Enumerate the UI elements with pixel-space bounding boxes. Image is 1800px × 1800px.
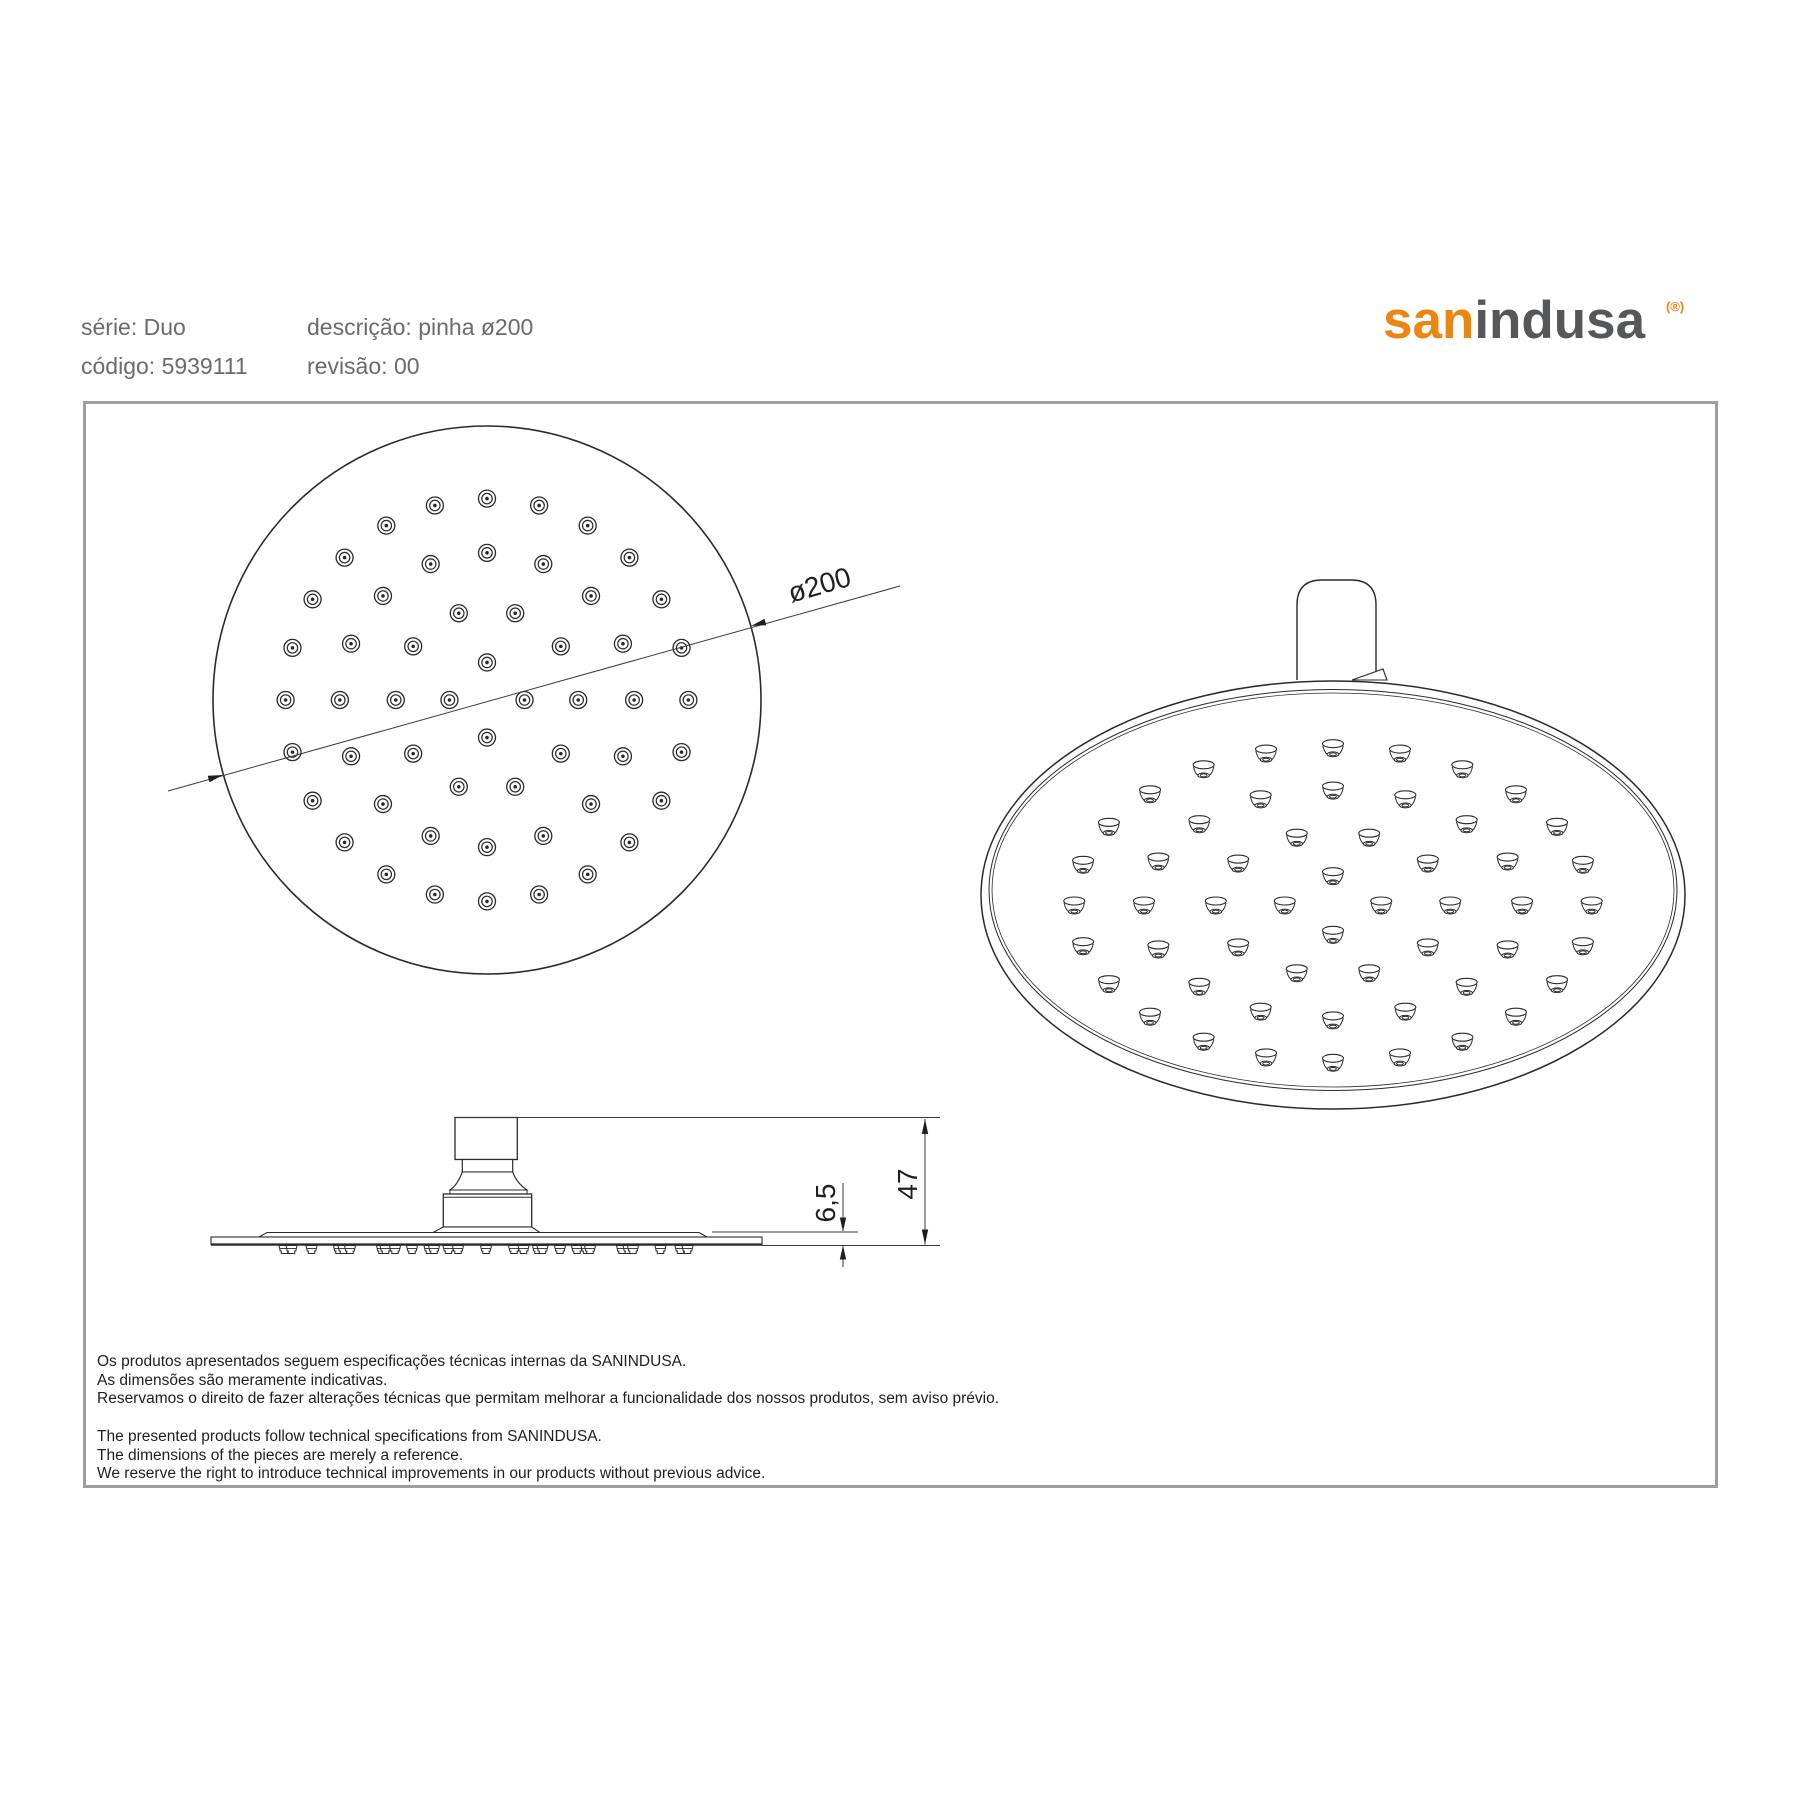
- nozzle-dot: [336, 549, 353, 566]
- diameter-dimension-line: [168, 586, 900, 791]
- thickness-dimension: [712, 1183, 858, 1267]
- nozzle-cup-rim: [1256, 1049, 1277, 1057]
- head-top-disc: [259, 1233, 707, 1238]
- nozzle-cup-rim: [1395, 791, 1416, 799]
- nozzle-center: [513, 785, 517, 789]
- nozzle-center: [523, 698, 527, 702]
- nozzle-cup-rim: [1323, 782, 1344, 790]
- nozzle-cup: [1256, 745, 1277, 762]
- nozzle-center: [394, 698, 398, 702]
- nozzle-dot: [378, 517, 395, 534]
- nozzle-cup-rim: [1497, 853, 1518, 861]
- nozzle-cup: [1205, 897, 1226, 914]
- nozzle-cup-rim: [1073, 856, 1094, 864]
- nozzle-cup-rim: [1371, 897, 1392, 905]
- nozzle-dot: [336, 834, 353, 851]
- nozzle-cup: [1323, 782, 1344, 799]
- nozzle-bump: [390, 1246, 401, 1254]
- nozzle-cup: [1389, 745, 1410, 762]
- nozzle-cup: [1193, 1033, 1214, 1050]
- connector-top-block: [455, 1118, 517, 1160]
- nozzle-cup-rim: [1193, 1033, 1214, 1041]
- nozzle-cup-rim: [1572, 856, 1593, 864]
- connector-flare: [433, 1227, 540, 1233]
- nozzle-center: [628, 841, 632, 845]
- nozzle-bump-outline: [390, 1246, 401, 1254]
- side-view-nozzle-bumps: [279, 1246, 693, 1254]
- perspective-view: [981, 580, 1685, 1109]
- nozzle-dot: [552, 745, 569, 762]
- nozzle-dot: [378, 866, 395, 883]
- nozzle-cup: [1452, 1033, 1473, 1050]
- nozzle-cup-rim: [1505, 786, 1526, 794]
- nozzle-dot: [422, 556, 439, 573]
- nozzle-bump: [518, 1246, 529, 1254]
- codigo-label: código:: [81, 353, 156, 379]
- nozzle-dot: [479, 893, 496, 910]
- connector-step: [462, 1160, 512, 1173]
- nozzle-dot: [579, 866, 596, 883]
- nozzle-bump-outline: [518, 1246, 529, 1254]
- nozzle-cup-rim: [1073, 938, 1094, 946]
- revisao-label: revisão:: [307, 353, 388, 379]
- nozzle-center: [429, 562, 433, 566]
- shower-face-outline: [213, 426, 761, 974]
- nozzle-center: [542, 562, 546, 566]
- nozzle-dot: [531, 497, 548, 514]
- nozzle-dot: [507, 778, 524, 795]
- nozzle-bump-outline: [407, 1246, 418, 1254]
- nozzle-center: [457, 785, 461, 789]
- nozzle-center: [385, 873, 389, 877]
- nozzle-center: [343, 841, 347, 845]
- nozzle-cup-rim: [1098, 818, 1119, 826]
- disclaimer-line: Os produtos apresentados seguem especificações técnicas internas da SANINDUSA.: [97, 1353, 687, 1370]
- nozzle-center: [485, 845, 489, 849]
- connector-body: [443, 1194, 531, 1227]
- nozzle-cup-rim: [1452, 1033, 1473, 1041]
- nozzle-cup: [1323, 868, 1344, 885]
- diameter-label: ø200: [784, 561, 855, 609]
- disclaimer-line: Reservamos o direito de fazer alterações técnicas que permitam melhorar a funcionalidade dos nossos produtos, sem aviso prévio.: [97, 1390, 1000, 1407]
- nozzle-cup-rim: [1417, 939, 1438, 947]
- dimension-arrow-icon: [840, 1246, 846, 1260]
- nozzle-dot: [621, 834, 638, 851]
- nozzle-cup-rim: [1456, 816, 1477, 824]
- nozzle-center: [385, 524, 389, 528]
- nozzle-cup: [1064, 897, 1085, 914]
- nozzle-cup: [1250, 1003, 1271, 1020]
- nozzle-cup-rim: [1189, 978, 1210, 986]
- nozzle-cup: [1323, 740, 1344, 757]
- nozzle-dot: [614, 748, 631, 765]
- top-view-nozzle-field: [277, 490, 697, 910]
- registered-mark-icon: (®): [1666, 299, 1685, 314]
- nozzle-cup: [1228, 855, 1249, 872]
- nozzle-bump-outline: [655, 1246, 666, 1254]
- nozzle-dot: [343, 748, 360, 765]
- nozzle-bump: [481, 1246, 492, 1254]
- nozzle-cup-rim: [1323, 1012, 1344, 1020]
- nozzle-dot: [284, 639, 301, 656]
- nozzle-dot: [304, 792, 321, 809]
- nozzle-dot: [531, 886, 548, 903]
- nozzle-cup: [1572, 856, 1593, 873]
- nozzle-cup-rim: [1205, 897, 1226, 905]
- codigo-value: 5939111: [161, 353, 248, 379]
- nozzle-center: [291, 646, 295, 650]
- nozzle-center: [433, 893, 437, 897]
- nozzle-center: [586, 873, 590, 877]
- nozzle-cup-rim: [1256, 745, 1277, 753]
- nozzle-center: [576, 698, 580, 702]
- nozzle-center: [513, 611, 517, 615]
- nozzle-cup: [1417, 939, 1438, 956]
- nozzle-dot: [680, 692, 697, 709]
- nozzle-cup-rim: [1323, 740, 1344, 748]
- nozzle-dot: [535, 556, 552, 573]
- nozzle-cup-rim: [1512, 897, 1533, 905]
- nozzle-bump-outline: [555, 1246, 566, 1254]
- side-view: [211, 1118, 940, 1268]
- nozzle-dot: [422, 827, 439, 844]
- nozzle-cup: [1547, 976, 1568, 993]
- nozzle-cup: [1359, 965, 1380, 982]
- nozzle-cup-rim: [1274, 897, 1295, 905]
- nozzle-dot: [583, 796, 600, 813]
- nozzle-cup-rim: [1133, 897, 1154, 905]
- serie-value: Duo: [143, 314, 186, 340]
- revisao-value: 00: [393, 353, 420, 379]
- nozzle-cup-rim: [1323, 1054, 1344, 1062]
- nozzle-cup: [1323, 1012, 1344, 1029]
- nozzle-cup: [1323, 926, 1344, 943]
- dimension-arrow-icon: [922, 1119, 928, 1134]
- nozzle-dot: [343, 635, 360, 652]
- nozzle-cup-rim: [1395, 1003, 1416, 1011]
- nozzle-center: [411, 752, 415, 756]
- nozzle-dot: [426, 886, 443, 903]
- nozzle-center: [621, 642, 625, 646]
- top-view: [168, 426, 900, 974]
- nozzle-cup: [1389, 1049, 1410, 1066]
- nozzle-cup: [1133, 897, 1154, 914]
- nozzle-cup-rim: [1140, 786, 1161, 794]
- height-label: 47: [892, 1168, 923, 1200]
- nozzle-cup: [1189, 816, 1210, 833]
- nozzle-dot: [479, 654, 496, 671]
- nozzle-bump: [655, 1246, 666, 1254]
- nozzle-cup-rim: [1250, 791, 1271, 799]
- head-rim-inner-line: [989, 690, 1677, 1091]
- nozzle-cup: [1395, 791, 1416, 808]
- nozzle-bump: [555, 1246, 566, 1254]
- nozzle-center: [349, 642, 353, 646]
- nozzle-center: [589, 802, 593, 806]
- nozzle-bump-outline: [306, 1246, 317, 1254]
- nozzle-dot: [507, 605, 524, 622]
- nozzle-center: [586, 524, 590, 528]
- nozzle-cup: [1547, 818, 1568, 835]
- nozzle-center: [343, 556, 347, 560]
- nozzle-cup-rim: [1456, 978, 1477, 986]
- nozzle-cup: [1417, 855, 1438, 872]
- descricao-value: pinha ø200: [418, 314, 534, 340]
- nozzle-dot: [479, 544, 496, 561]
- nozzle-dot: [387, 692, 404, 709]
- nozzle-cup: [1228, 939, 1249, 956]
- nozzle-cup-rim: [1064, 897, 1085, 905]
- nozzle-center: [559, 752, 563, 756]
- nozzle-dot: [653, 792, 670, 809]
- nozzle-dot: [479, 490, 496, 507]
- nozzle-dot: [570, 692, 587, 709]
- nozzle-cup-rim: [1547, 976, 1568, 984]
- nozzle-dot: [552, 638, 569, 655]
- nozzle-center: [660, 598, 664, 602]
- nozzle-dot: [614, 635, 631, 652]
- nozzle-center: [485, 661, 489, 665]
- nozzle-cup: [1505, 786, 1526, 803]
- nozzle-center: [457, 611, 461, 615]
- nozzle-center: [542, 834, 546, 838]
- diameter-dimension: [168, 561, 900, 791]
- nozzle-center: [485, 497, 489, 501]
- nozzle-dot: [450, 778, 467, 795]
- nozzle-cup: [1256, 1049, 1277, 1066]
- nozzle-cup: [1073, 856, 1094, 873]
- nozzle-dot: [426, 497, 443, 514]
- nozzle-dot: [441, 692, 458, 709]
- nozzle-cup-rim: [1228, 939, 1249, 947]
- nozzle-center: [349, 755, 353, 759]
- nozzle-cup-rim: [1098, 976, 1119, 984]
- nozzle-cup: [1497, 941, 1518, 958]
- nozzle-cup: [1140, 1008, 1161, 1025]
- nozzle-cup: [1371, 897, 1392, 914]
- nozzle-dot: [516, 692, 533, 709]
- nozzle-cup-rim: [1417, 855, 1438, 863]
- nozzle-center: [429, 834, 433, 838]
- nozzle-dot: [621, 549, 638, 566]
- nozzle-center: [621, 755, 625, 759]
- nozzle-bump-outline: [453, 1246, 464, 1254]
- nozzle-cup-rim: [1193, 761, 1214, 769]
- nozzle-center: [632, 698, 636, 702]
- nozzle-cup: [1250, 791, 1271, 808]
- nozzle-cup: [1359, 829, 1380, 846]
- nozzle-dot: [583, 587, 600, 604]
- nozzle-center: [559, 645, 563, 649]
- nozzle-cup: [1193, 761, 1214, 778]
- nozzle-cup: [1148, 853, 1169, 870]
- head-base-plate: [211, 1237, 762, 1244]
- dimension-arrow-icon: [922, 1230, 928, 1245]
- dimension-arrow-icon: [208, 775, 223, 782]
- nozzle-cup: [1572, 938, 1593, 955]
- nozzle-cup-rim: [1189, 816, 1210, 824]
- nozzle-cup: [1274, 897, 1295, 914]
- logo-part-gray: indusa: [1474, 291, 1646, 350]
- nozzle-cup-rim: [1359, 965, 1380, 973]
- nozzle-center: [291, 750, 295, 754]
- nozzle-cup: [1189, 978, 1210, 995]
- nozzle-dot: [673, 744, 690, 761]
- nozzle-center: [660, 799, 664, 803]
- nozzle-center: [311, 598, 315, 602]
- nozzle-dot: [579, 517, 596, 534]
- nozzle-cup-rim: [1547, 818, 1568, 826]
- disclaimer-portuguese: [97, 1353, 999, 1409]
- nozzle-center: [284, 698, 288, 702]
- nozzle-dot: [479, 729, 496, 746]
- nozzle-dot: [626, 692, 643, 709]
- nozzle-dot: [535, 827, 552, 844]
- nozzle-cup: [1440, 897, 1461, 914]
- nozzle-bump-outline: [481, 1246, 492, 1254]
- nozzle-dot: [479, 839, 496, 856]
- nozzle-bump: [306, 1246, 317, 1254]
- nozzle-cup: [1395, 1003, 1416, 1020]
- nozzle-dot: [374, 796, 391, 813]
- nozzle-dot: [331, 692, 348, 709]
- nozzle-cup: [1098, 818, 1119, 835]
- nozzle-center: [485, 736, 489, 740]
- nozzle-cup-rim: [1323, 868, 1344, 876]
- nozzle-center: [687, 698, 691, 702]
- nozzle-center: [537, 893, 541, 897]
- nozzle-cup: [1323, 1054, 1344, 1071]
- nozzle-cup-rim: [1140, 1008, 1161, 1016]
- nozzle-dot: [673, 639, 690, 656]
- descricao-label: descrição:: [307, 314, 412, 340]
- nozzle-cup-rim: [1228, 855, 1249, 863]
- perspective-nozzle-field: [1064, 740, 1602, 1072]
- nozzle-cup-rim: [1389, 1049, 1410, 1057]
- nozzle-center: [338, 698, 342, 702]
- nozzle-center: [448, 698, 452, 702]
- nozzle-cup-rim: [1148, 853, 1169, 861]
- nozzle-center: [485, 551, 489, 555]
- nozzle-bump: [407, 1246, 418, 1254]
- nozzle-center: [537, 504, 541, 508]
- nozzle-center: [680, 750, 684, 754]
- nozzle-dot: [405, 638, 422, 655]
- dimension-arrow-icon: [751, 619, 766, 626]
- nozzle-cup: [1452, 761, 1473, 778]
- nozzle-cup-rim: [1323, 926, 1344, 934]
- nozzle-center: [411, 645, 415, 649]
- nozzle-cup-rim: [1286, 829, 1307, 837]
- nozzle-cup-rim: [1286, 965, 1307, 973]
- nozzle-cup: [1497, 853, 1518, 870]
- nozzle-cup-rim: [1581, 897, 1602, 905]
- nozzle-cup: [1073, 938, 1094, 955]
- nozzle-cup-rim: [1389, 745, 1410, 753]
- logo-part-orange: san: [1383, 291, 1475, 350]
- nozzle-center: [628, 556, 632, 560]
- serie-label: série:: [81, 314, 138, 340]
- nozzle-cup-rim: [1505, 1008, 1526, 1016]
- nozzle-cup: [1505, 1008, 1526, 1025]
- nozzle-cup: [1512, 897, 1533, 914]
- nozzle-cup: [1286, 829, 1307, 846]
- nozzle-center: [433, 504, 437, 508]
- nozzle-center: [485, 900, 489, 904]
- nozzle-dot: [374, 587, 391, 604]
- connector-neck: [450, 1172, 527, 1190]
- nozzle-cup: [1286, 965, 1307, 982]
- nozzle-center: [589, 594, 593, 598]
- disclaimer-line: As dimensões são meramente indicativas.: [97, 1371, 388, 1389]
- disclaimer-line: The presented products follow technical specifications from SANINDUSA.: [97, 1428, 602, 1445]
- nozzle-dot: [405, 745, 422, 762]
- nozzle-cup-rim: [1359, 829, 1380, 837]
- nozzle-cup-rim: [1440, 897, 1461, 905]
- inlet-pipe: [1297, 580, 1376, 680]
- nozzle-center: [381, 594, 385, 598]
- disclaimer-line: We reserve the right to introduce technical improvements in our products without previous advice.: [97, 1465, 766, 1482]
- nozzle-cup-rim: [1452, 761, 1473, 769]
- nozzle-dot: [277, 692, 294, 709]
- nozzle-dot: [304, 591, 321, 608]
- nozzle-center: [311, 799, 315, 803]
- nozzle-bump: [453, 1246, 464, 1254]
- nozzle-cup-rim: [1250, 1003, 1271, 1011]
- thickness-label: 6,5: [810, 1183, 841, 1223]
- nozzle-cup: [1581, 897, 1602, 914]
- nozzle-cup-rim: [1497, 941, 1518, 949]
- nozzle-cup: [1140, 786, 1161, 803]
- nozzle-dot: [450, 605, 467, 622]
- nozzle-center: [381, 802, 385, 806]
- nozzle-cup-rim: [1572, 938, 1593, 946]
- nozzle-cup-rim: [1148, 941, 1169, 949]
- nozzle-cup: [1098, 976, 1119, 993]
- nozzle-cup: [1148, 941, 1169, 958]
- nozzle-dot: [653, 591, 670, 608]
- nozzle-cup: [1456, 816, 1477, 833]
- nozzle-cup: [1456, 978, 1477, 995]
- disclaimer-line: The dimensions of the pieces are merely a reference.: [97, 1446, 464, 1464]
- disclaimer-english: [97, 1428, 765, 1484]
